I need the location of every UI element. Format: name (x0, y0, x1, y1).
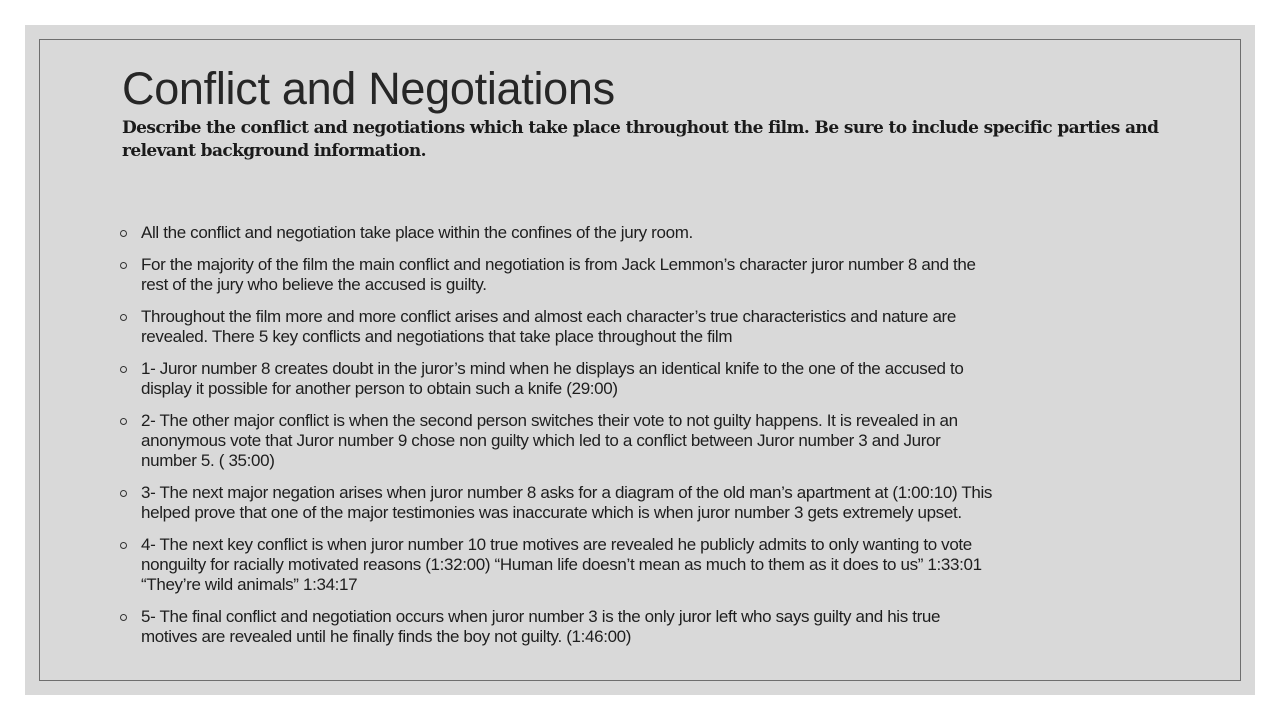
bullet-text-line: 5- The final conflict and negotiation occurs when juror number 3 is the only juror left who says guilty and his true (141, 607, 941, 626)
bullet-text-line: display it possible for another person to obtain such a knife (29:00) (141, 379, 618, 398)
circle-bullet-icon (120, 490, 127, 497)
bullet-text-line: nonguilty for racially motivated reasons (1:32:00) “Human life doesn’t mean as much to them as it does to us” 1:33:01 (141, 555, 982, 574)
circle-bullet-icon (120, 314, 127, 321)
bullet-text-line: 2- The other major conflict is when the second person switches their vote to not guilty happens. It is revealed in an (141, 411, 958, 430)
bullet-text-line: motives are revealed until he finally finds the boy not guilty. (1:46:00) (141, 627, 632, 646)
bullet-text-line: anonymous vote that Juror number 9 chose non guilty which led to a conflict between Juror number 3 and Juror (141, 431, 941, 450)
bullet-list (120, 223, 1160, 659)
bullet-text-line: “They’re wild animals” 1:34:17 (141, 575, 358, 594)
bullet-text-line: number 5. ( 35:00) (141, 451, 275, 470)
circle-bullet-icon (120, 262, 127, 269)
slide (25, 25, 1255, 695)
bullet-text-line: 3- The next major negation arises when juror number 8 asks for a diagram of the old man’s apartment at (1:00:10) This (141, 483, 993, 502)
circle-bullet-icon (120, 614, 127, 621)
bullet-item (120, 411, 1160, 471)
bullet-text-line: Throughout the film more and more conflict arises and almost each character’s true characteristics and nature are (141, 307, 956, 326)
circle-bullet-icon (120, 230, 127, 237)
bullet-text-line: revealed. There 5 key conflicts and negotiations that take place throughout the film (141, 327, 733, 346)
circle-bullet-icon (120, 366, 127, 373)
bullet-text-line: rest of the jury who believe the accused is guilty. (141, 275, 487, 294)
bullet-item (120, 255, 1160, 295)
slide-subtitle: Describe the conflict and negotiations which take place throughout the film. Be sure to include specific parties and relevant background information. (122, 118, 1159, 161)
slide-title: Conflict and Negotiations (122, 63, 615, 114)
bullet-item (120, 223, 1160, 243)
bullet-item (120, 535, 1160, 595)
circle-bullet-icon (120, 542, 127, 549)
bullet-text-line: 1- Juror number 8 creates doubt in the juror’s mind when he displays an identical knife to the one of the accused to (141, 359, 964, 378)
bullet-text-line: 4- The next key conflict is when juror number 10 true motives are revealed he publicly admits to only wanting to vote (141, 535, 972, 554)
bullet-text-line: For the majority of the film the main conflict and negotiation is from Jack Lemmon’s character juror number 8 and the (141, 255, 976, 274)
bullet-item (120, 607, 1160, 647)
bullet-item (120, 307, 1160, 347)
bullet-text-line: All the conflict and negotiation take place within the confines of the jury room. (141, 223, 693, 242)
bullet-item (120, 359, 1160, 399)
bullet-text-line: helped prove that one of the major testimonies was inaccurate which is when juror number 3 gets extremely upset. (141, 503, 962, 522)
bullet-item (120, 483, 1160, 523)
circle-bullet-icon (120, 418, 127, 425)
